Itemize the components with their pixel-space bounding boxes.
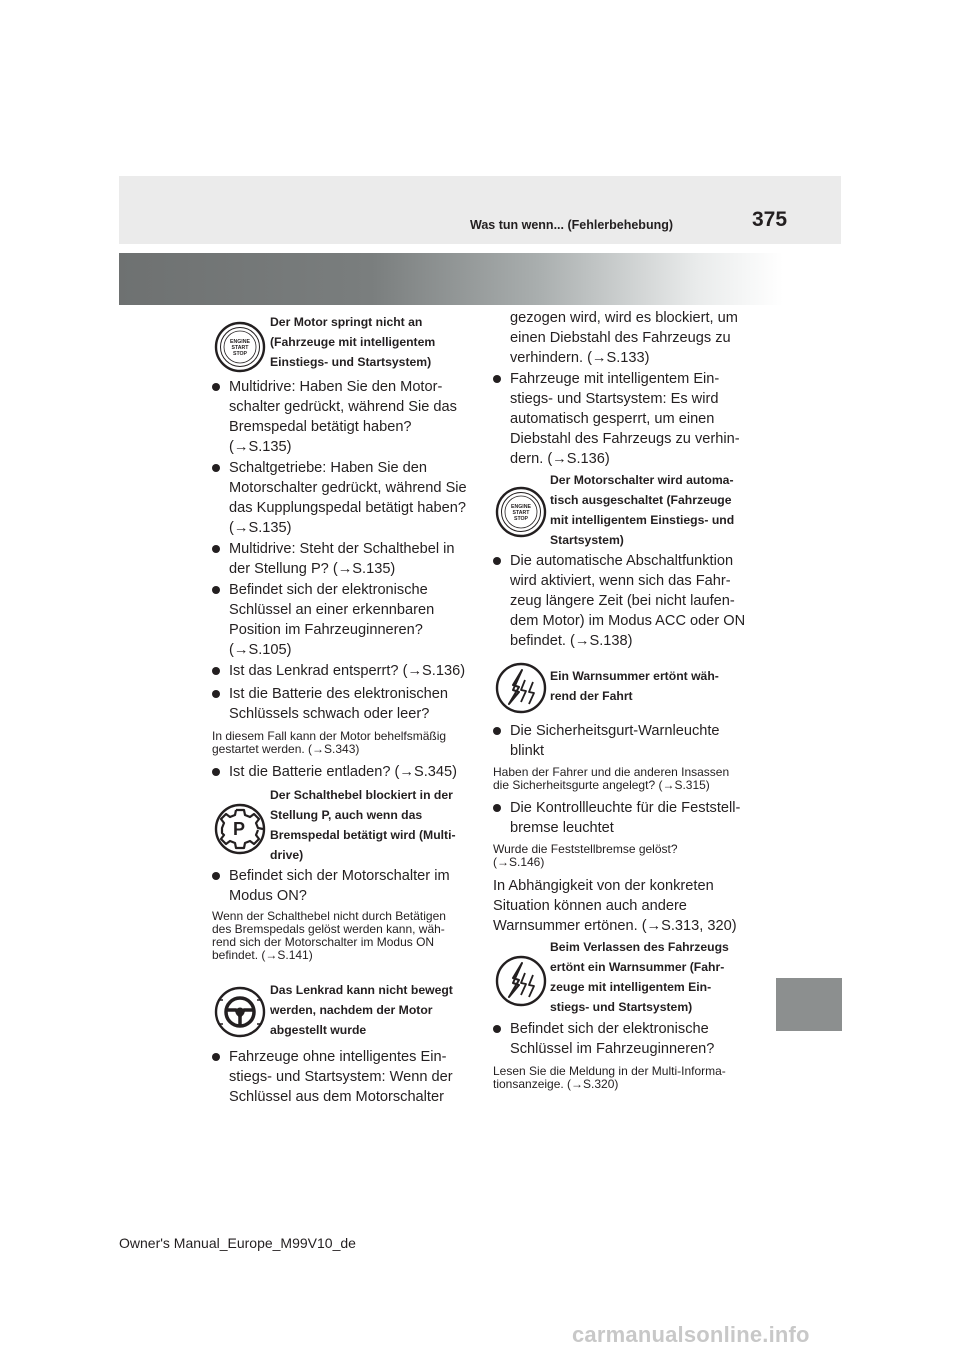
engine-label-3: STOP [513,516,529,522]
bullet-item: Ist das Lenkrad entsperrt? (→S.136) [229,661,465,681]
page-number: 375 [752,208,788,231]
note-text: Wenn der Schalthebel nicht durch Betätigen des Bremspedals gelöst werden kann, wäh- rend sich der Motorschalter im Modus ON befindet. (→S.141) [212,909,446,962]
engine-start-stop-icon [495,486,547,538]
continued-text: gezogen wird, wird es blockiert, um einen Diebstahl des Fahrzeugs zu verhindern. (→S.133) [510,310,738,366]
section-heading-shift-lever-blocked: Der Schalthebel blockiert in der Stellung P, auch wenn das Bremspedal betätigt wird (Multi- drive) [270,788,456,862]
bullet-item: Multidrive: Haben Sie den Motor- schalter gedrückt, während Sie das Bremspedal betätigt haben? (→S.135) [229,377,457,457]
engine-label-1: ENGINE [230,339,250,345]
section-heading-engine-not-start: Der Motor springt nicht an (Fahrzeuge mit intelligentem Einstiegs- und Startsystem) [270,315,436,369]
note-text: In diesem Fall kann der Motor behelfsmäßig gestartet werden. (→S.343) [212,729,447,756]
paragraph-text: In Abhängigkeit von der konkreten Situation können auch andere Warnsummer ertönen. (→S.313, 320) [493,878,737,934]
shift-lock-gear-icon [214,803,266,855]
bullet-item: Fahrzeuge mit intelligentem Ein- stiegs- und Startsystem: Es wird automatisch gesperrt, um einen Diebstahl des Fahrzeugs zu verhin- dern. (→S.136) [510,369,740,469]
bullet-item: Die Kontrollleuchte für die Feststell- bremse leuchtet [510,798,740,838]
bullet-item: Multidrive: Steht der Schalthebel in der Stellung P? (→S.135) [229,539,455,579]
watermark: carmanualsonline.info [572,1322,810,1347]
note-text: Wurde die Feststellbremse gelöst? (→S.146) [493,842,678,869]
bullet-item: Fahrzeuge ohne intelligentes Ein- stiegs- und Startsystem: Wenn der Schlüssel aus dem Motorschalter [229,1047,453,1107]
section-title: Was tun wenn... (Fehlerbehebung) [470,218,674,232]
bullet-item: Ist die Batterie entladen? (→S.345) [229,762,457,782]
bullet-item: Die automatische Abschaltfunktion wird aktiviert, wenn sich das Fahr- zeug längere Zeit (bei nicht laufen- dem Motor) im Modus ACC oder ON befindet. (→S.138) [510,551,745,651]
engine-label-3: STOP [232,351,248,357]
engine-label-1: ENGINE [511,504,531,510]
footer-manual-id: Owner's Manual_Europe_M99V10_de [119,1235,356,1251]
steering-lock-icon [214,986,266,1038]
chapter-tab [776,978,842,1031]
header-band [119,176,841,244]
engine-start-stop-icon [214,321,266,373]
bullet-item: Befindet sich der elektronische Schlüssel an einer erkennbaren Position im Fahrzeuginneren? (→S.105) [229,580,434,660]
section-heading-auto-power-off: Der Motorschalter wird automa- tisch ausgeschaltet (Fahrzeuge mit intelligentem Einstiegs- und Startsystem) [550,473,735,547]
section-heading-buzzer-leaving-vehicle: Beim Verlassen des Fahrzeugs ertönt ein Warnsummer (Fahr- zeuge mit intelligentem Ein- stiegs- und Startsystem) [550,940,729,1014]
bullet-item: Die Sicherheitsgurt-Warnleuchte blinkt [510,721,720,761]
engine-label-2: START [231,345,249,351]
chapter-gradient-band [119,253,841,305]
bullet-item: Schaltgetriebe: Haben Sie den Motorschalter gedrückt, während Sie das Kupplungspedal betätigt haben? (→S.135) [229,458,467,538]
warning-buzzer-icon [495,955,547,1007]
engine-label-2: START [512,510,530,516]
bullet-item: Befindet sich der elektronische Schlüssel im Fahrzeuginneren? [510,1019,714,1059]
section-heading-steering-locked: Das Lenkrad kann nicht bewegt werden, nachdem der Motor abgestellt wurde [270,983,453,1037]
section-heading-buzzer-while-driving: Ein Warnsummer ertönt wäh- rend der Fahrt [550,669,719,703]
bullet-item: Befindet sich der Motorschalter im Modus ON? [229,866,450,906]
warning-buzzer-icon [495,662,547,714]
note-text: Haben der Fahrer und die anderen Insassen die Sicherheitsgurte angelegt? (→S.315) [493,765,730,792]
note-text: Lesen Sie die Meldung in der Multi-Informa- tionsanzeige. (→S.320) [493,1064,726,1091]
bullet-item: Ist die Batterie des elektronischen Schlüssels schwach oder leer? [229,684,448,724]
gear-letter: P [232,819,246,839]
